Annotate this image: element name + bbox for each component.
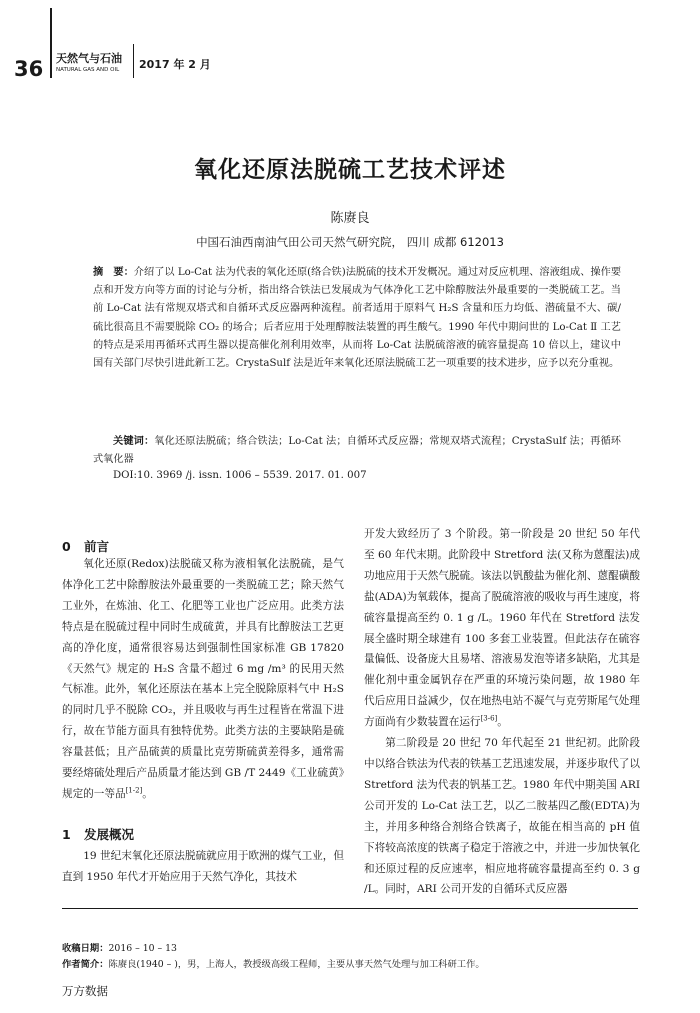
abstract-text: 介绍了以 Lo-Cat 法为代表的氧化还原(络合铁)法脱硫的技术开发概况。通过对反应机理、溶液组成、操作要点和开发方向等方面的讨论与分析，指出络合铁法已发展成为气体净化工艺中除醇胺法外最重要的一类脱硫工艺。当前 Lo-Cat 法有常规双塔式和自循环式反应器两种流程。前者适用于原料气 H₂S 含量和压力均低、潜硫量不大、碳/硫比很高且不需要脱除 CO₂ 的场合；后者应用于处理醇胺法装置的再生酸气。1990 年代中期问世的 Lo-Cat Ⅱ 工艺的特点是采用再循环式再生器以提高催化剂利用效率，从而将 Lo-Cat 法脱硫溶液的硫容量提高 10 倍以上，建议中国有关部门尽快引进此新工艺。CrystaSulf 法是近年来氧化还原法脱硫工艺一项重要的技术进步，应予以充分重视。 xyxy=(93,267,622,370)
article-title: 氧化还原法脱硫工艺技术评述 xyxy=(194,156,506,183)
citation: [3-6] xyxy=(480,714,498,723)
section-title: 发展概况 xyxy=(84,827,135,842)
footnote-divider xyxy=(62,908,638,909)
right-column xyxy=(364,524,640,900)
author-affiliation: 中国石油西南油气田公司天然气研究院， 四川 成都 612013 xyxy=(196,235,504,249)
left-column-intro xyxy=(62,554,344,805)
received-date: 收稿日期：2016 – 10 – 13 xyxy=(62,943,177,954)
keywords-label: 关键词： xyxy=(113,436,155,447)
section-title: 前言 xyxy=(84,539,110,554)
section-number: 0 xyxy=(62,539,71,554)
paragraph: 第二阶段是 20 世纪 70 年代起至 21 世纪初。此阶段中以络合铁法为代表的铁基工艺迅速发展，并逐步取代了以 Stretford 法为代表的钒基工艺。1980 年代中期美国 ARI 公司开发的 Lo-Cat 法工艺，以乙二胺基四乙酸(EDTA)为主，并用多种络合剂络合铁离子，故能在相当高的 pH 值下将较高浓度的铁离子稳定于溶液之中，并进一步加快氧化和还原过程的反应速率，相应地将硫容量提高至约 0. 3 g /L。同时，ARI 公司开发的自循环式反应器 xyxy=(364,737,640,896)
abstract xyxy=(93,264,621,373)
watermark-text: 万方数据 xyxy=(62,984,108,998)
paragraph: 氧化还原(Redox)法脱硫又称为液相氧化法脱硫，是气体净化工艺中除醇胺法外最重要的一类脱硫工艺；除天然气工业外，在炼油、化工、化肥等工业也广泛应用。此类方法特点是在脱硫过程中同时生成硫黄，并具有比醇胺法工艺更高的净化度，通常很容易达到强制性国家标准 GB 17820《天然气》规定的 H₂S 含量不超过 6 mg /m³ 的民用天然气标准。此外，氧化还原法在基本上完全脱除原料气中 H₂S 的同时几乎不脱除 CO₂，并且吸收与再生过程皆在常温下进行，故在节能方面具有独特优势。此类方法的主要缺陷是硫容量甚低；且产品硫黄的质量比克劳斯硫黄差得多，通常需要经熔硫处理后产品质量才能达到 GB /T 2449《工业硫黄》规定的一等品[1-2]。 xyxy=(62,558,344,800)
author-bio: 作者简介：陈赓良(1940 – )，男，上海人，教授级高级工程师，主要从事天然气处理与加工科研工作。 xyxy=(62,959,485,970)
journal-name: 天然气与石油 xyxy=(56,52,122,65)
header-divider-secondary xyxy=(133,44,134,78)
section-heading-overview xyxy=(62,825,134,843)
header-divider xyxy=(50,8,52,78)
keywords-text: 氧化还原法脱硫；络合铁法；Lo-Cat 法；自循环式反应器；常规双塔式流程；CrystaSulf 法；再循环式氧化器 xyxy=(93,436,621,466)
left-column-overview xyxy=(62,846,344,888)
paragraph: 开发大致经历了 3 个阶段。第一阶段是 20 世纪 50 年代至 60 年代末期。此阶段中 Stretford 法(又称为蒽醌法)成功地应用于天然气脱硫。该法以钒酸盐为催化剂、蒽醌磺酸盐(ADA)为氧载体，提高了脱硫溶液的吸收与再生速度，将硫容量提高至约 0. 1 g /L。1960 年代在 Stretford 法发展全盛时期全球建有 100 多套工业装置。但此法存在硫容量偏低、设备庞大且易堵、溶液易发泡等诸多缺陷，尤其是催化剂中重金属钒存在严重的环境污染问题，故 1980 年代后应用日益减少，仅在地热电站不凝气与克劳斯尾气处理方面尚有少数装置在运行[3-6]。 xyxy=(364,528,640,729)
keywords xyxy=(93,433,621,469)
journal-name-english: NATURAL GAS AND OIL xyxy=(56,67,120,73)
issue-date: 2017 年 2 月 xyxy=(139,58,211,71)
doi: DOI:10. 3969 /j. issn. 1006 – 5539. 2017. 01. 007 xyxy=(113,470,367,481)
section-number: 1 xyxy=(62,827,71,842)
page-number: 36 xyxy=(14,57,44,81)
citation: [1-2] xyxy=(125,786,143,795)
abstract-label: 摘 要： xyxy=(93,267,134,278)
author-name: 陈赓良 xyxy=(330,211,370,226)
paragraph: 19 世纪末氧化还原法脱硫就应用于欧洲的煤气工业，但直到 1950 年代才开始应用于天然气净化，其技术 xyxy=(62,850,344,883)
section-heading-intro xyxy=(62,537,109,555)
